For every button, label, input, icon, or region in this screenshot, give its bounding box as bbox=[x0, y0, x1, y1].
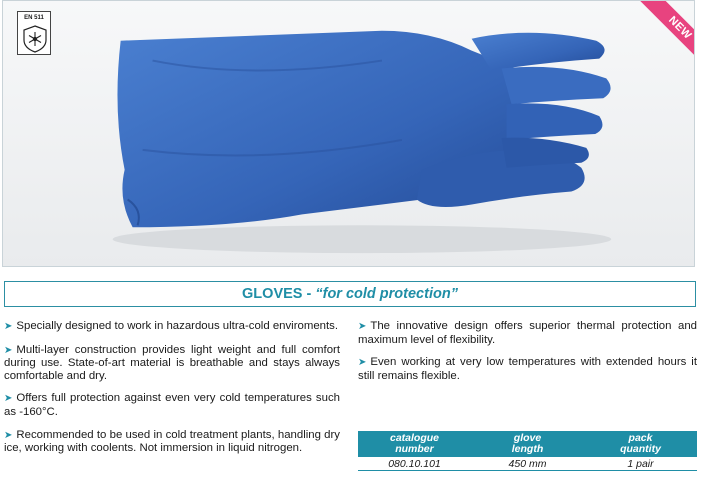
arrow-bullet-icon: ➤ bbox=[358, 321, 367, 332]
arrow-bullet-icon: ➤ bbox=[4, 429, 13, 441]
product-title bbox=[4, 281, 696, 307]
feature-item: ➤ Multi-layer construction provides light weight and full comfort during use. State-of-art material is breathable and stays always comfortable and dry. bbox=[4, 343, 340, 382]
header-pack-quantity: pack quantity bbox=[620, 432, 661, 455]
pack-quantity-cell: 1 pair bbox=[627, 457, 654, 470]
product-name: GLOVES bbox=[242, 286, 303, 302]
catalogue-number-cell: 080.10.101 bbox=[388, 457, 441, 470]
new-ribbon bbox=[622, 1, 694, 73]
title-separator: - bbox=[302, 286, 316, 302]
glove-length-cell: 450 mm bbox=[508, 457, 547, 470]
feature-item: ➤ Offers full protection against even very cold temperatures such as -160°C. bbox=[4, 392, 340, 418]
feature-item: ➤ Recommended to be used in cold treatment plants, handling dry ice, working with coolents. Not immersion in liquid nitrogen. bbox=[4, 428, 340, 455]
product-tagline: “for cold protection” bbox=[315, 286, 458, 302]
feature-item: ➤ Even working at very low temperatures with extended hours it still remains flexible. bbox=[358, 356, 697, 382]
feature-item: ➤ The innovative design offers superior thermal protection and maximum level of flexibility. bbox=[358, 320, 697, 346]
new-badge-text: NEW bbox=[638, 1, 694, 70]
table-row bbox=[358, 457, 697, 471]
arrow-bullet-icon: ➤ bbox=[4, 393, 13, 405]
glove-image bbox=[3, 1, 694, 266]
spec-table bbox=[358, 431, 697, 471]
arrow-bullet-icon: ➤ bbox=[4, 344, 13, 356]
arrow-bullet-icon: ➤ bbox=[358, 357, 367, 369]
arrow-bullet-icon: ➤ bbox=[4, 321, 13, 332]
features-left-column bbox=[4, 320, 340, 465]
certification-standard: EN 511 bbox=[24, 15, 44, 21]
feature-item: ➤ Specially designed to work in hazardous ultra-cold enviroments. bbox=[4, 320, 339, 332]
features-right-column bbox=[358, 320, 697, 392]
header-catalogue-number: catalogue number bbox=[389, 432, 439, 455]
en511-certification-badge bbox=[17, 11, 51, 55]
product-photo bbox=[2, 0, 695, 267]
snowflake-icon bbox=[22, 25, 48, 53]
spec-table-header bbox=[358, 431, 697, 457]
header-glove-length: glove length bbox=[511, 432, 544, 455]
